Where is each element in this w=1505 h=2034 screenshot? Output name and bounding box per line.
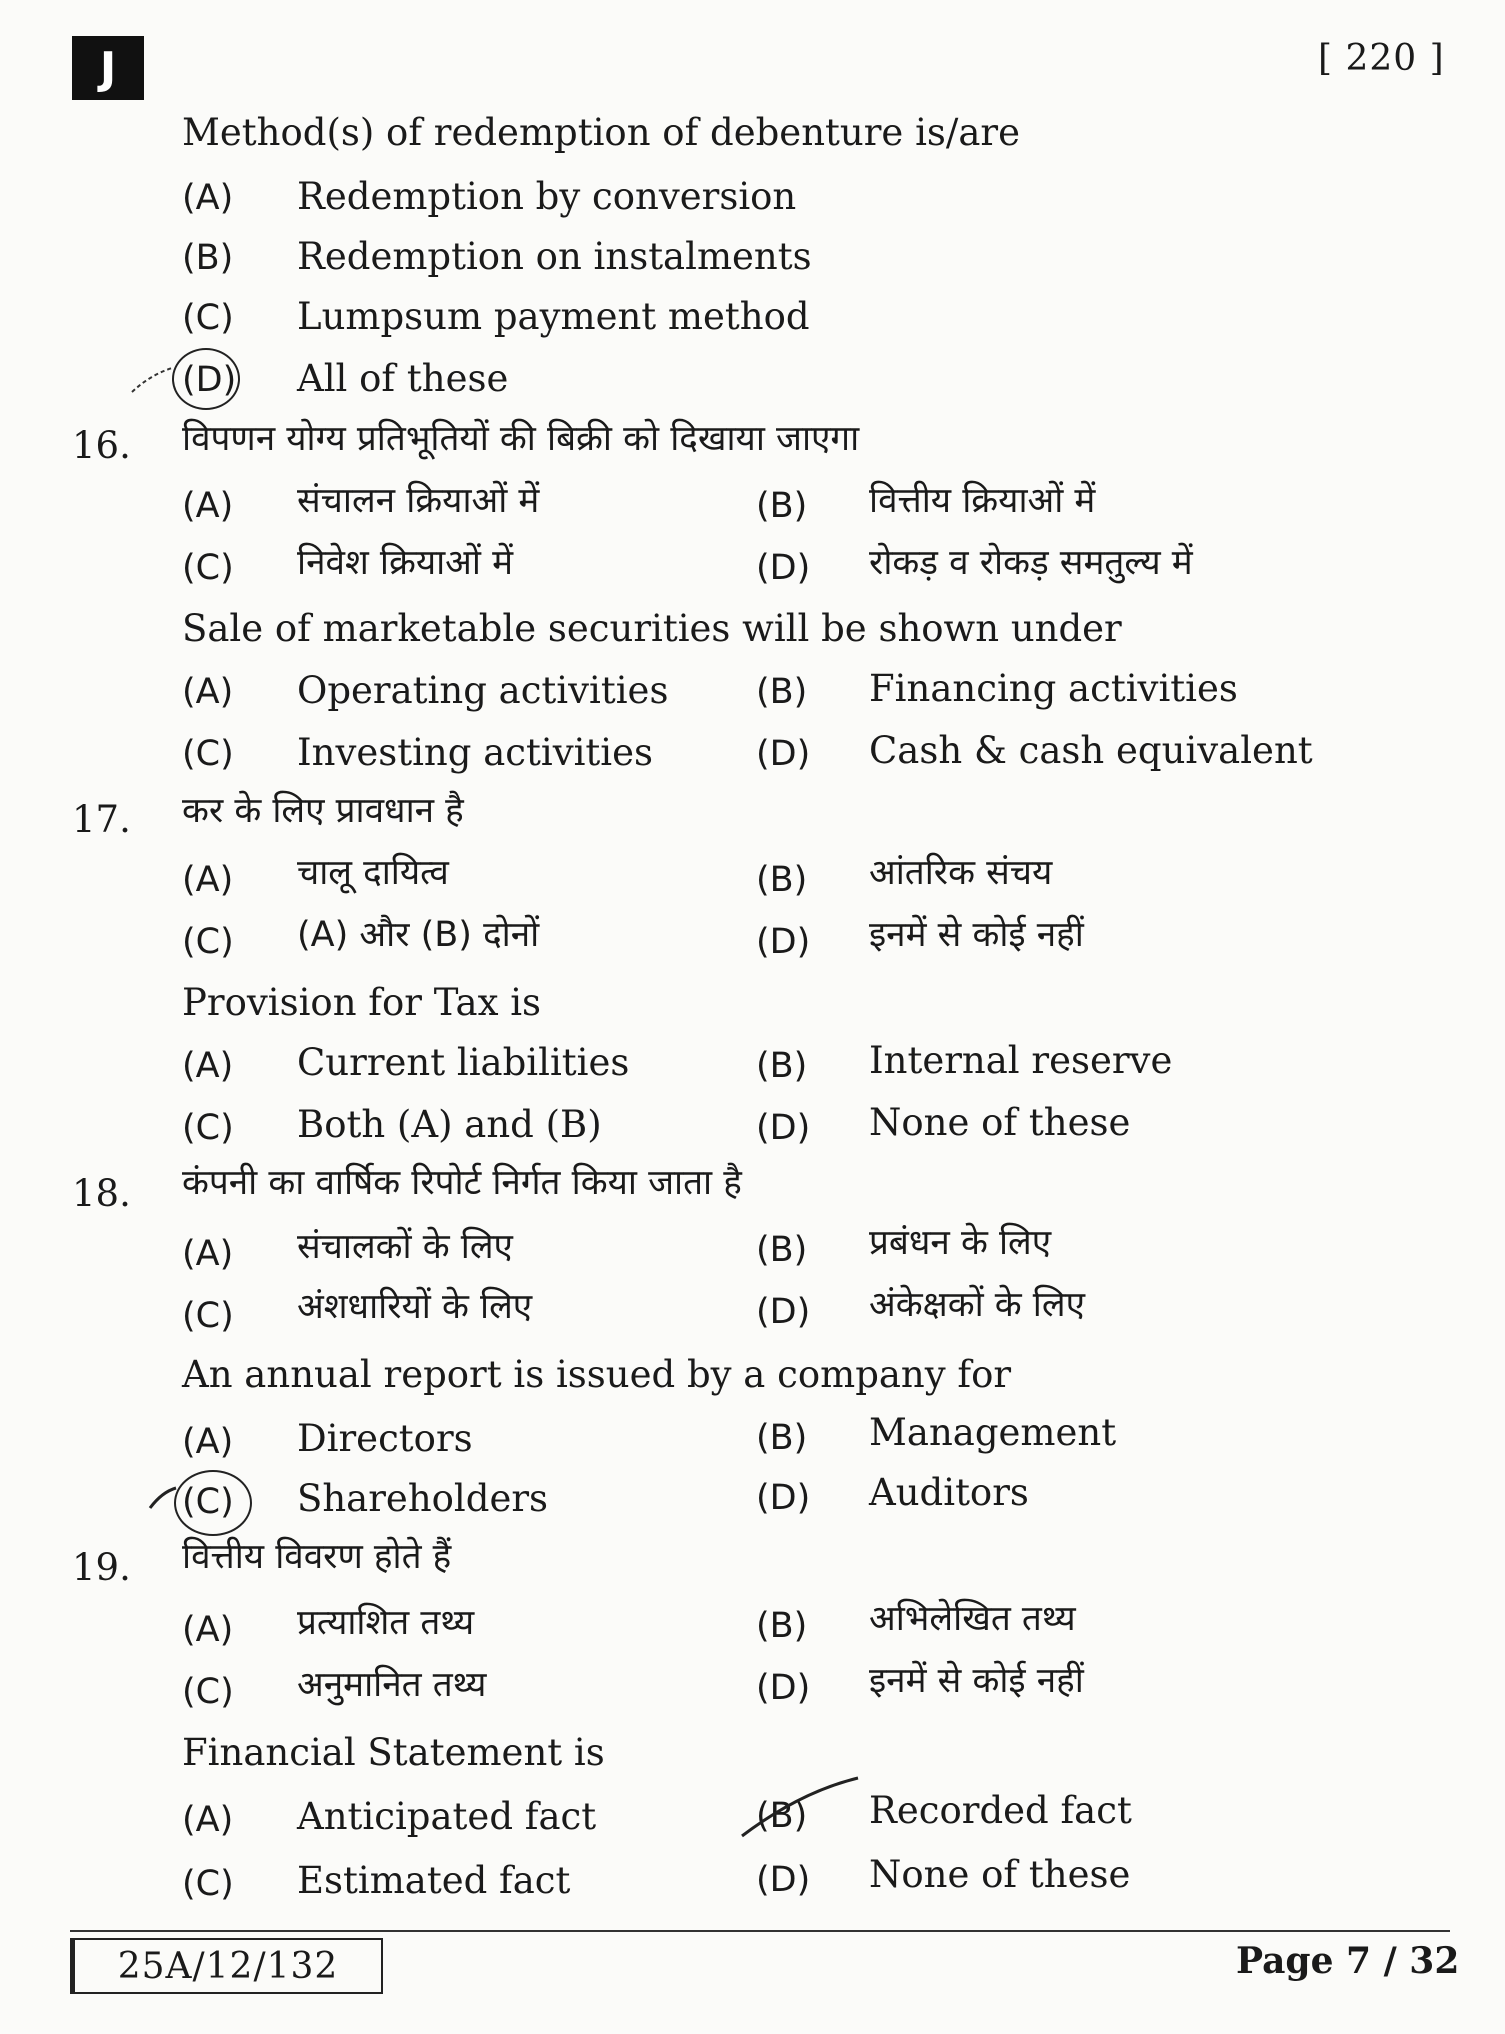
q16-en-c-text: Investing activities — [297, 731, 654, 774]
q18-hi-a-text: संचालकों के लिए — [297, 1227, 513, 1267]
answer-circle-mark — [174, 1470, 252, 1536]
q17-hi-c-label: (C) — [182, 922, 234, 962]
q16-hi-d-text: रोकड़ व रोकड़ समतुल्य में — [869, 543, 1193, 583]
q19-hi-d-text: इनमें से कोई नहीं — [869, 1661, 1084, 1701]
q15-opt-a-text: Redemption by conversion — [297, 175, 797, 218]
q16-en-c-label: (C) — [182, 734, 234, 774]
q19-en-d-label: (D) — [756, 1860, 811, 1900]
q17-en-c-text: Both (A) and (B) — [297, 1103, 602, 1146]
q16-en-b-label: (B) — [756, 672, 808, 712]
q16-stem-hi: विपणन योग्य प्रतिभूतियों की बिक्री को दिखाया जाएगा — [182, 419, 860, 459]
q18-hi-d-label: (D) — [756, 1292, 811, 1332]
q17-stem-en: Provision for Tax is — [182, 981, 542, 1024]
q19-hi-b-text: अभिलेखित तथ्य — [869, 1599, 1076, 1639]
q19-hi-c-label: (C) — [182, 1672, 234, 1712]
q17-number: 17. — [72, 798, 131, 841]
set-badge: J — [72, 36, 144, 100]
q17-en-b-label: (B) — [756, 1046, 808, 1086]
q18-hi-a-label: (A) — [182, 1234, 234, 1274]
q19-en-c-text: Estimated fact — [297, 1859, 571, 1902]
answer-tick-mark — [150, 1488, 176, 1508]
q16-number: 16. — [72, 424, 131, 467]
q17-hi-d-text: इनमें से कोई नहीं — [869, 915, 1084, 955]
q19-en-a-label: (A) — [182, 1800, 234, 1840]
q18-en-c-text: Shareholders — [297, 1477, 549, 1520]
q15-opt-d-label: (D) — [182, 360, 237, 400]
q17-hi-a-label: (A) — [182, 860, 234, 900]
q17-hi-b-label: (B) — [756, 860, 808, 900]
q19-hi-c-text: अनुमानित तथ्य — [297, 1665, 487, 1705]
page-code-top: [ 220 ] — [1318, 38, 1445, 79]
q18-en-d-text: Auditors — [869, 1471, 1029, 1514]
q16-en-d-text: Cash & cash equivalent — [869, 729, 1313, 772]
q17-en-b-text: Internal reserve — [869, 1039, 1173, 1082]
q19-stem-hi: वित्तीय विवरण होते हैं — [182, 1537, 452, 1577]
q16-stem-en: Sale of marketable securities will be shown under — [182, 607, 1122, 650]
q19-hi-a-text: प्रत्याशित तथ्य — [297, 1603, 475, 1643]
q17-hi-a-text: चालू दायित्व — [297, 853, 449, 893]
q18-stem-en: An annual report is issued by a company for — [182, 1353, 1012, 1396]
q17-en-a-text: Current liabilities — [297, 1041, 630, 1084]
q18-en-a-text: Directors — [297, 1417, 473, 1460]
q17-en-d-label: (D) — [756, 1108, 811, 1148]
q19-stem-en: Financial Statement is — [182, 1731, 605, 1774]
answer-circle-mark — [172, 348, 240, 410]
q16-hi-a-label: (A) — [182, 486, 234, 526]
q15-opt-a-label: (A) — [182, 178, 234, 218]
q18-number: 18. — [72, 1172, 131, 1215]
q16-hi-d-label: (D) — [756, 548, 811, 588]
q16-hi-b-label: (B) — [756, 486, 808, 526]
q18-hi-b-text: प्रबंधन के लिए — [869, 1223, 1052, 1263]
answer-tick-mark — [132, 368, 172, 392]
q17-hi-d-label: (D) — [756, 922, 811, 962]
q19-en-c-label: (C) — [182, 1864, 234, 1904]
q18-stem-hi: कंपनी का वार्षिक रिपोर्ट निर्गत किया जाता है — [182, 1163, 742, 1203]
q19-hi-a-label: (A) — [182, 1610, 234, 1650]
q18-hi-d-text: अंकेक्षकों के लिए — [869, 1285, 1085, 1325]
q18-hi-b-label: (B) — [756, 1230, 808, 1270]
q19-en-b-text: Recorded fact — [869, 1789, 1132, 1832]
q17-en-d-text: None of these — [869, 1101, 1131, 1144]
q17-en-a-label: (A) — [182, 1046, 234, 1086]
q18-hi-c-text: अंशधारियों के लिए — [297, 1287, 533, 1327]
q19-en-d-text: None of these — [869, 1853, 1131, 1896]
q16-en-a-text: Operating activities — [297, 669, 669, 712]
q19-en-a-text: Anticipated fact — [297, 1795, 597, 1838]
q18-en-a-label: (A) — [182, 1422, 234, 1462]
q16-en-a-label: (A) — [182, 672, 234, 712]
q19-en-b-label: (B) — [756, 1796, 808, 1836]
q17-en-c-label: (C) — [182, 1108, 234, 1148]
q18-en-c-label: (C) — [182, 1482, 234, 1522]
q17-hi-b-text: आंतरिक संचय — [869, 853, 1053, 893]
q19-number: 19. — [72, 1546, 131, 1589]
q16-en-d-label: (D) — [756, 734, 811, 774]
q15-opt-c-text: Lumpsum payment method — [297, 295, 810, 338]
q15-opt-b-label: (B) — [182, 238, 234, 278]
q15-opt-b-text: Redemption on instalments — [297, 235, 812, 278]
q18-en-d-label: (D) — [756, 1478, 811, 1518]
q15-opt-c-label: (C) — [182, 298, 234, 338]
q16-hi-c-label: (C) — [182, 548, 234, 588]
q16-hi-b-text: वित्तीय क्रियाओं में — [869, 481, 1096, 521]
q17-hi-c-text: (A) और (B) दोनों — [297, 915, 540, 955]
paper-code-box: 25A/12/132 — [70, 1938, 383, 1994]
q15-stem-en: Method(s) of redemption of debenture is/are — [182, 111, 1020, 154]
q19-hi-b-label: (B) — [756, 1606, 808, 1646]
q16-hi-c-text: निवेश क्रियाओं में — [297, 543, 514, 583]
q16-en-b-text: Financing activities — [869, 667, 1238, 710]
q18-en-b-text: Management — [869, 1411, 1117, 1454]
q19-hi-d-label: (D) — [756, 1668, 811, 1708]
q15-opt-d-text: All of these — [297, 357, 509, 400]
page-footer: Page 7 / 32 — [1236, 1940, 1460, 1982]
q17-stem-hi: कर के लिए प्रावधान है — [182, 791, 464, 831]
footer-divider — [70, 1930, 1450, 1932]
q16-hi-a-text: संचालन क्रियाओं में — [297, 481, 540, 521]
q18-en-b-label: (B) — [756, 1418, 808, 1458]
q18-hi-c-label: (C) — [182, 1296, 234, 1336]
